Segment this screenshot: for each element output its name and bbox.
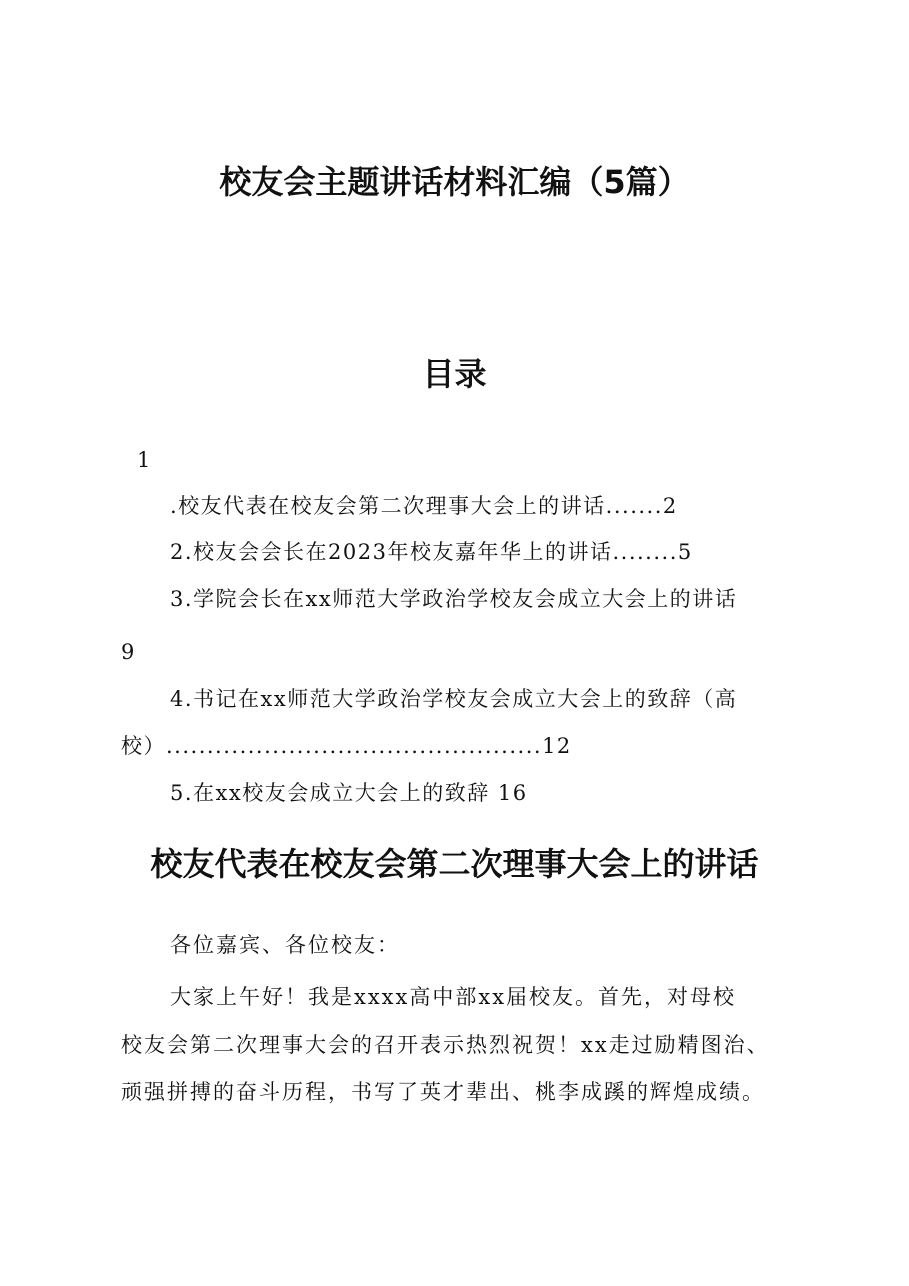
- paragraph-line-3: 顽强拼搏的奋斗历程，书写了英才辈出、桃李成蹊的辉煌成绩。: [121, 1080, 765, 1104]
- toc-entry-3-page: 9: [121, 640, 136, 664]
- toc-heading: 目录: [422, 355, 487, 393]
- toc-entry-5[interactable]: 5.在xx校友会成立大会上的致辞 16: [170, 781, 528, 805]
- toc-entry-4[interactable]: 4.书记在xx师范大学政治学校友会成立大会上的致辞（高: [170, 687, 738, 711]
- toc-line-page-number: 1: [137, 448, 152, 472]
- greeting-line: 各位嘉宾、各位校友：: [170, 933, 400, 957]
- toc-entry-2[interactable]: 2.校友会会长在2023年校友嘉年华上的讲话........5: [170, 540, 693, 564]
- document-title: 校友会主题讲话材料汇编（5篇）: [219, 163, 690, 201]
- toc-entry-3[interactable]: 3.学院会长在xx师范大学政治学校友会成立大会上的讲话: [170, 587, 738, 611]
- paragraph-line-2: 校友会第二次理事大会的召开表示热烈祝贺！xx走过励精图治、: [121, 1033, 770, 1057]
- toc-entry-1[interactable]: .校友代表在校友会第二次理事大会上的讲话.......2: [170, 494, 678, 518]
- toc-entry-4-continued: 校）..............................................12: [121, 734, 572, 758]
- paragraph-line-1: 大家上午好！我是xxxx高中部xx届校友。首先，对母校: [170, 985, 737, 1009]
- section-title: 校友代表在校友会第二次理事大会上的讲话: [150, 845, 759, 883]
